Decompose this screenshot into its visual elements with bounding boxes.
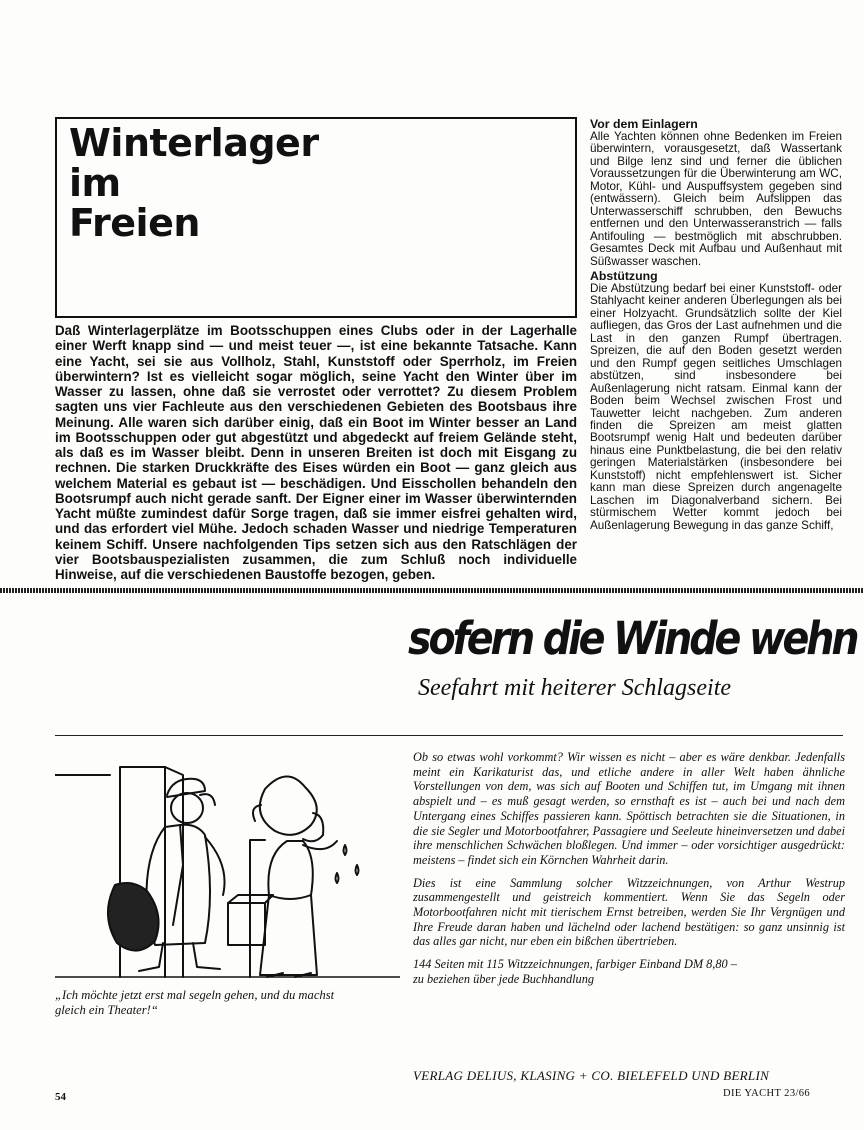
- title-line-1: Winterlager: [69, 121, 319, 165]
- article-title-box: [55, 117, 577, 318]
- section-heading-vor-dem-einlagern: Vor dem Einlagern: [590, 117, 698, 131]
- issue-label: DIE YACHT 23/66: [723, 1088, 811, 1099]
- page-number: 54: [55, 1091, 66, 1103]
- ad-publisher: VERLAG DELIUS, KLASING + CO. BIELEFELD UND BERLIN: [413, 1068, 770, 1083]
- ad-details-line-1: 144 Seiten mit 115 Witzzeichnungen, farbiger Einband DM 8,80 –: [413, 957, 737, 972]
- ad-headline: sofern die Winde wehn: [408, 612, 857, 665]
- ad-paragraph-2: Dies ist eine Sammlung solcher Witzzeichnungen, von Arthur Westrup zusammengestellt und geistreich kommentiert. Wenn Sie das Segeln oder Motorbootfahren nicht mit tierischem Ernst betreiben, werden Sie Ihr Vergnügen und Ihre Freude daran haben und lächelnd oder lachend bestätigen: so ganz unsinnig ist das alles gar nicht, nur eben ein bißchen übertrieben.: [413, 875, 845, 949]
- article-intro: Daß Winterlagerplätze im Bootsschuppen eines Clubs oder in der Lagerhalle einer Werft knapp sind — und meist teuer —, ist eine bekannte Tatsache. Kann eine Yacht, sei sie aus Vollholz, Stahl, Kunststoff oder Sperrholz, im Freien überwintern? Ist es vielleicht sogar möglich, seine Yacht den Winter über im Wasser zu lassen, ohne daß sie verrostet oder verrottet? Zu diesem Problem sagten uns vier Fachleute aus den verschiedenen Gebieten des Bootsbaus ihre Meinung. Alle waren sich darüber einig, daß ein Boot im Winter besser an Land im Bootsschuppen oder gut abgestützt und abgedeckt auf freiem Gelände steht, als daß es im Wasser bleibt. Denn in unseren Breiten ist doch mit Eisgang zu rechnen. Die starken Druckkräfte des Eises würden ein Boot — ganz gleich aus welchem Material es gebaut ist — beschädigen. Und Eisschollen behandeln den Bootsrumpf auch nicht gerade sanft. Der Eigner einer im Wasser überwinternden Yacht müßte zumindest dafür Sorge tragen, daß sie immer eisfrei gehalten wird, und das erfordert viel Mühe. Jedoch schaden Wasser und niedrige Temperaturen keinem Schiff. Unsere nachfolgenden Tips setzen sich aus den Ratschlägen der vier Bootsbauspezialisten zusammen, die zum Schluß noch individuelle Hinweise, auf die verschiedenen Baustoffe bezogen, geben.: [55, 323, 577, 582]
- article-right-column: [590, 117, 842, 534]
- ad-body: [413, 750, 845, 995]
- ad-book-details: [413, 957, 845, 986]
- ad-details-line-2: zu beziehen über jede Buchhandlung: [413, 971, 594, 986]
- cartoon-illustration: [55, 745, 400, 983]
- ad-subtitle: Seefahrt mit heiterer Schlagseite: [418, 675, 732, 701]
- section-heading-abstuetzung: Abstützung: [590, 268, 658, 283]
- section-text-vor-dem-einlagern: Alle Yachten können ohne Bedenken im Freien überwintern, vorausgesetzt, daß Wassertank und Bilge lenz sind und ferner die üblichen Voraussetzungen für die Überwinterung am WC, Motor, Kühl- und Auspuffsystem gegeben sind (entwässern). Gleich beim Aufslippen das Unterwasserschiff schrubben, den Bewuchs entfernen und den Unterwasseranstrich — falls Antifouling — bestmöglich mit abschrubben. Gesamtes Deck mit Aufbau und Außenhaut mit Süßwasser waschen.: [590, 130, 842, 268]
- title-line-3: Freien: [69, 201, 200, 245]
- article-title: [69, 123, 319, 243]
- title-line-2: im: [69, 161, 121, 205]
- ad-rule: [55, 735, 843, 736]
- ad-paragraph-1: Ob so etwas wohl vorkommt? Wir wissen es nicht – aber es wäre denkbar. Jedenfalls meint ein Karikaturist das, und etliche andere in aller Welt haben ähnliche Vorstellungen von dem, was sich auf Booten und Schiffen tut, im Umgang mit ihnen abspielt und – es muß gesagt werden, so ernsthaft es ist – auch bei und nach dem Untergang eines Schiffes passieren kann. Spöttisch betrachten sie die Situationen, in die sie Segler und Motorbootfahrer, Passagiere und Seeleute hineinversetzen und dabei ihre menschlichen Schwächen bloßlegen. Und immer – oder vorsichtiger ausgedrückt: meistens – findet sich ein Körnchen Wahrheit darin.: [413, 750, 845, 867]
- section-divider: [0, 588, 864, 593]
- cartoon-caption: „Ich möchte jetzt erst mal segeln gehen, und du machst gleich ein Theater!“: [55, 988, 335, 1017]
- section-text-abstuetzung: Die Abstützung bedarf bei einer Kunststoff- oder Stahlyacht keiner anderen Überlegungen als bei einer Holzyacht. Grundsätzlich sollte der Kiel aufliegen, das Gros der Last aufnehmen und die Last in den ganzen Rumpf übertragen. Spreizen, die auf den Boden gesetzt werden und den Rumpf gegen seitliches Umschlagen abstützen, sind insbesondere bei Außenlagerung nicht ratsam. Einmal kann der Boden beim Wechsel zwischen Frost und Tauwetter leicht nachgeben. Zum anderen finden die Spreizen am meist glatten Bootsrumpf wenig Halt und bedeuten darüber hinaus eine Punktbelastung, die bei den relativ geringen Materialstärken (insbesondere bei Kunststoff) nicht empfehlenswert ist. Sicher kann man diese Spreizen durch angenagelte Laschen im Diagonalverband sichern. Bei stürmischem Wetter kommt jedoch bei Außenlagerung Bewegung in das ganze Schiff,: [590, 281, 842, 532]
